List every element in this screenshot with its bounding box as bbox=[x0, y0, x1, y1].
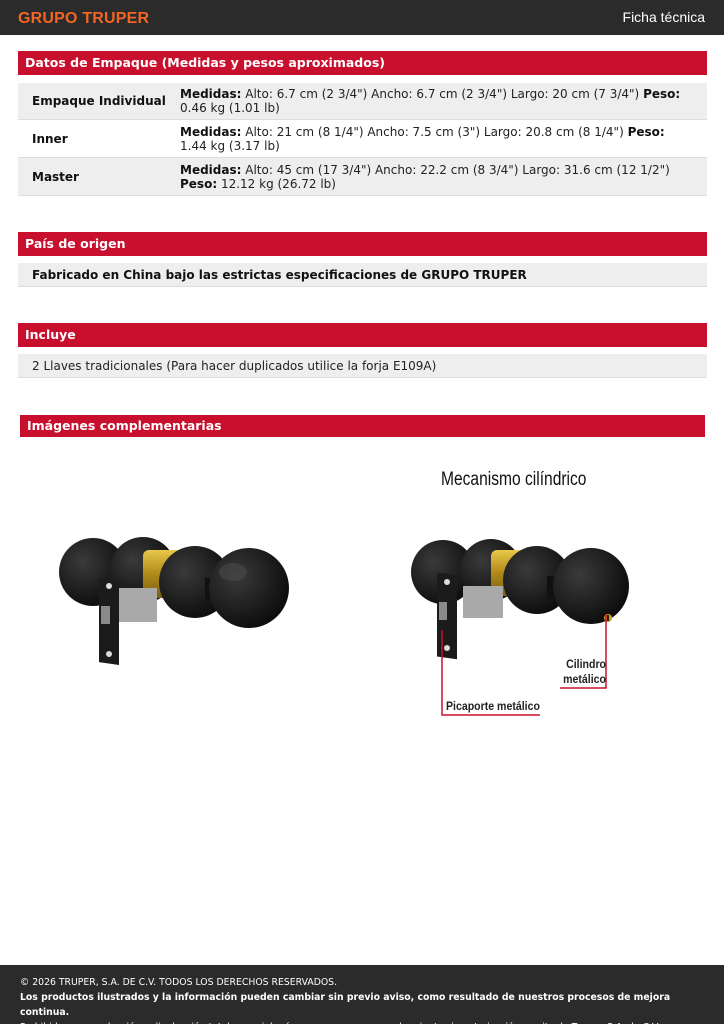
weight-label: Peso: bbox=[627, 124, 665, 139]
prohibition-text: Prohibida su reproducción o divulgación total o parcial así como su uso o aprovechamiento sin autorización escrita de Truper, S.A. de C.V. bbox=[20, 1022, 661, 1033]
table-row bbox=[18, 158, 707, 196]
weight-value: 12.12 kg (26.72 lb) bbox=[220, 176, 336, 191]
packaging-section-header: Datos de Empaque (Medidas y pesos aproximados) bbox=[18, 51, 707, 75]
origin-text: Fabricado en China bajo las estrictas especificaciones de GRUPO TRUPER bbox=[18, 263, 707, 287]
notice-text: Los productos ilustrados y la información pueden cambiar sin previo aviso, como resultado de nuestros procesos de mejora continua. bbox=[20, 992, 671, 1018]
cylinder-callout-line2: metálico bbox=[563, 672, 606, 686]
row-label: Inner bbox=[32, 131, 68, 146]
footer bbox=[0, 965, 724, 1033]
row-label: Master bbox=[32, 169, 79, 184]
weight-label: Peso: bbox=[180, 176, 218, 191]
truper-logo: GRUPO TRUPER bbox=[18, 10, 150, 27]
latch-callout: Picaporte metálico bbox=[446, 699, 540, 713]
images-section-header: Imágenes complementarias bbox=[20, 415, 705, 437]
copyright-text: © 2026 TRUPER, S.A. DE C.V. TODOS LOS DERECHOS RESERVADOS. bbox=[20, 977, 338, 988]
measures-value: Alto: 45 cm (17 3/4") Ancho: 22.2 cm (8 3/4") Largo: 31.6 cm (12 1/2") bbox=[245, 162, 670, 177]
measures-label: Medidas: bbox=[180, 87, 242, 101]
weight-value: 0.46 kg (1.01 lb) bbox=[180, 101, 280, 115]
document-type-label: Ficha técnica bbox=[622, 9, 705, 25]
measures-label: Medidas: bbox=[180, 162, 242, 177]
row-label: Empaque Individual bbox=[32, 94, 166, 108]
row-value bbox=[180, 163, 707, 191]
includes-section-header: Incluye bbox=[18, 323, 707, 347]
cylinder-callout bbox=[548, 657, 606, 687]
weight-label: Peso: bbox=[643, 87, 681, 101]
table-row bbox=[18, 83, 707, 120]
mechanism-title: Mecanismo cilíndrico bbox=[441, 469, 587, 490]
packaging-table bbox=[18, 83, 707, 196]
table-row bbox=[18, 120, 707, 158]
measures-value: Alto: 21 cm (8 1/4") Ancho: 7.5 cm (3") Largo: 20.8 cm (8 1/4") bbox=[245, 124, 624, 139]
measures-value: Alto: 6.7 cm (2 3/4") Ancho: 6.7 cm (2 3/4") Largo: 20 cm (7 3/4") bbox=[245, 87, 640, 101]
origin-section-header: País de origen bbox=[18, 232, 707, 256]
weight-value: 1.44 kg (3.17 lb) bbox=[180, 138, 280, 153]
measures-label: Medidas: bbox=[180, 124, 242, 139]
top-bar bbox=[0, 0, 724, 35]
includes-text: 2 Llaves tradicionales (Para hacer duplicados utilice la forja E109A) bbox=[18, 354, 707, 378]
row-value bbox=[180, 87, 707, 115]
product-image-knob-set bbox=[55, 520, 295, 674]
row-value bbox=[180, 125, 707, 153]
cylinder-callout-line1: Cilindro bbox=[566, 657, 606, 671]
